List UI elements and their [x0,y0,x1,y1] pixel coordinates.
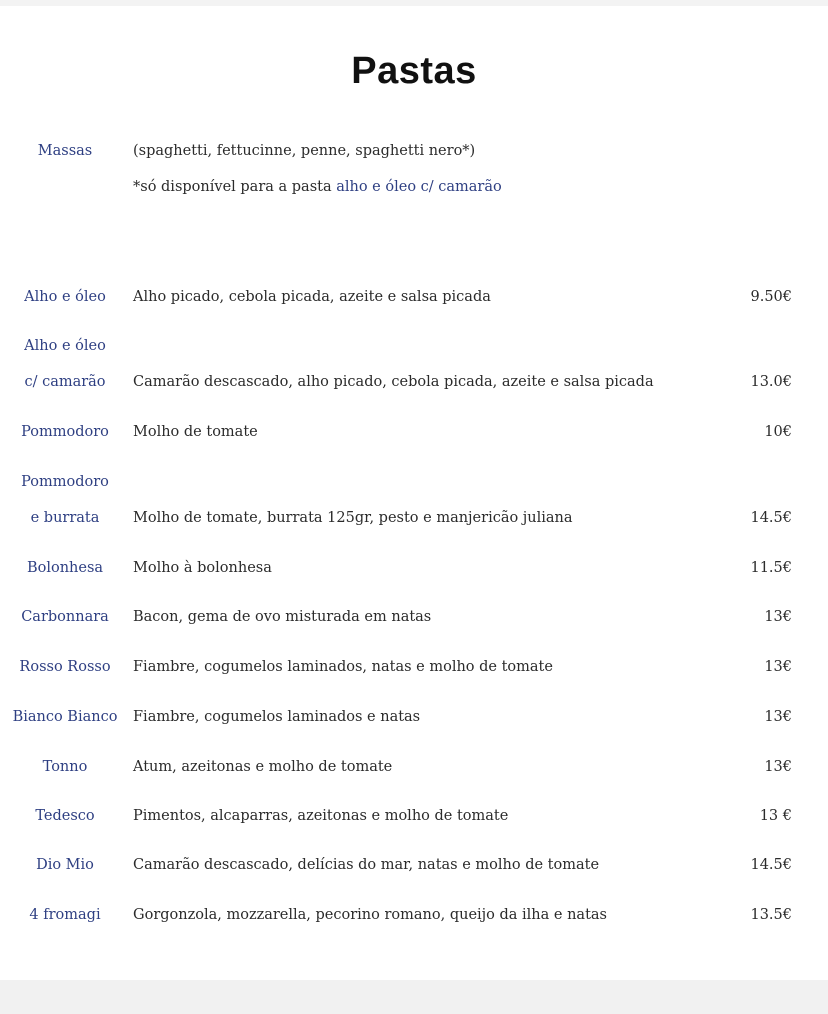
massas-note-prefix: *só disponível para a pasta [133,179,337,195]
menu-item-description: Bacon, gema de ovo misturada em natas [133,609,432,625]
menu-item-price: 13.0€ [750,374,792,390]
menu-item-name: Rosso Rosso [19,659,111,675]
menu-item-name: Dio Mio [36,857,94,873]
menu-item-description: Molho à bolonhesa [133,560,272,576]
menu-item-description: Camarão descascado, delícias do mar, natas e molho de tomate [133,857,600,873]
menu-item-name: Carbonnara [21,609,109,625]
top-edge [0,0,828,6]
menu-item-name: Tedesco [35,808,95,824]
menu-item-name: Tonno [42,759,88,775]
page-title: Pastas [351,50,477,92]
menu-item-name-line2: c/ camarão [24,374,106,390]
menu-item-price: 10€ [764,424,792,440]
massas-types: (spaghetti, fettucinne, penne, spaghetti nero*) [133,143,476,159]
menu-item-price: 13€ [764,709,792,725]
menu-item-name: 4 fromagi [29,907,101,923]
bottom-edge [0,980,828,1014]
menu-item-description: Pimentos, alcaparras, azeitonas e molho de tomate [133,808,509,824]
menu-item-description: Molho de tomate, burrata 125gr, pesto e manjericão juliana [133,510,573,526]
menu-item-price: 9.50€ [750,289,792,305]
menu-item-price: 13€ [764,659,792,675]
menu-item-name-line2: e burrata [30,510,100,526]
menu-item-description: Fiambre, cogumelos laminados, natas e molho de tomate [133,659,553,675]
menu-item-name: Alho e óleo [24,289,106,305]
menu-item-price: 13€ [764,759,792,775]
menu-item-price: 13€ [764,609,792,625]
menu-item-description: Gorgonzola, mozzarella, pecorino romano, queijo da ilha e natas [133,907,607,923]
menu-item-name-line1: Alho e óleo [24,338,106,354]
menu-item-description: Fiambre, cogumelos laminados e natas [133,709,421,725]
menu-item-name: Bianco Bianco [12,709,118,725]
massas-note [133,179,502,195]
menu-item-name: Bolonhesa [26,560,104,576]
menu-item-price: 11.5€ [750,560,792,576]
menu-item-price: 14.5€ [750,857,792,873]
menu-item-price: 13.5€ [750,907,792,923]
menu-item-description: Camarão descascado, alho picado, cebola picada, azeite e salsa picada [133,374,654,390]
menu-item-price: 14.5€ [750,510,792,526]
massas-note-link: alho e óleo c/ camarão [336,179,502,195]
massas-label: Massas [37,143,93,159]
menu-item-name-line1: Pommodoro [21,474,109,490]
menu-item-description: Alho picado, cebola picada, azeite e salsa picada [133,289,491,305]
menu-item-description: Molho de tomate [133,424,258,440]
menu-item-price: 13 € [759,808,792,824]
menu-item-name: Pommodoro [21,424,109,440]
menu-item-description: Atum, azeitonas e molho de tomate [133,759,393,775]
